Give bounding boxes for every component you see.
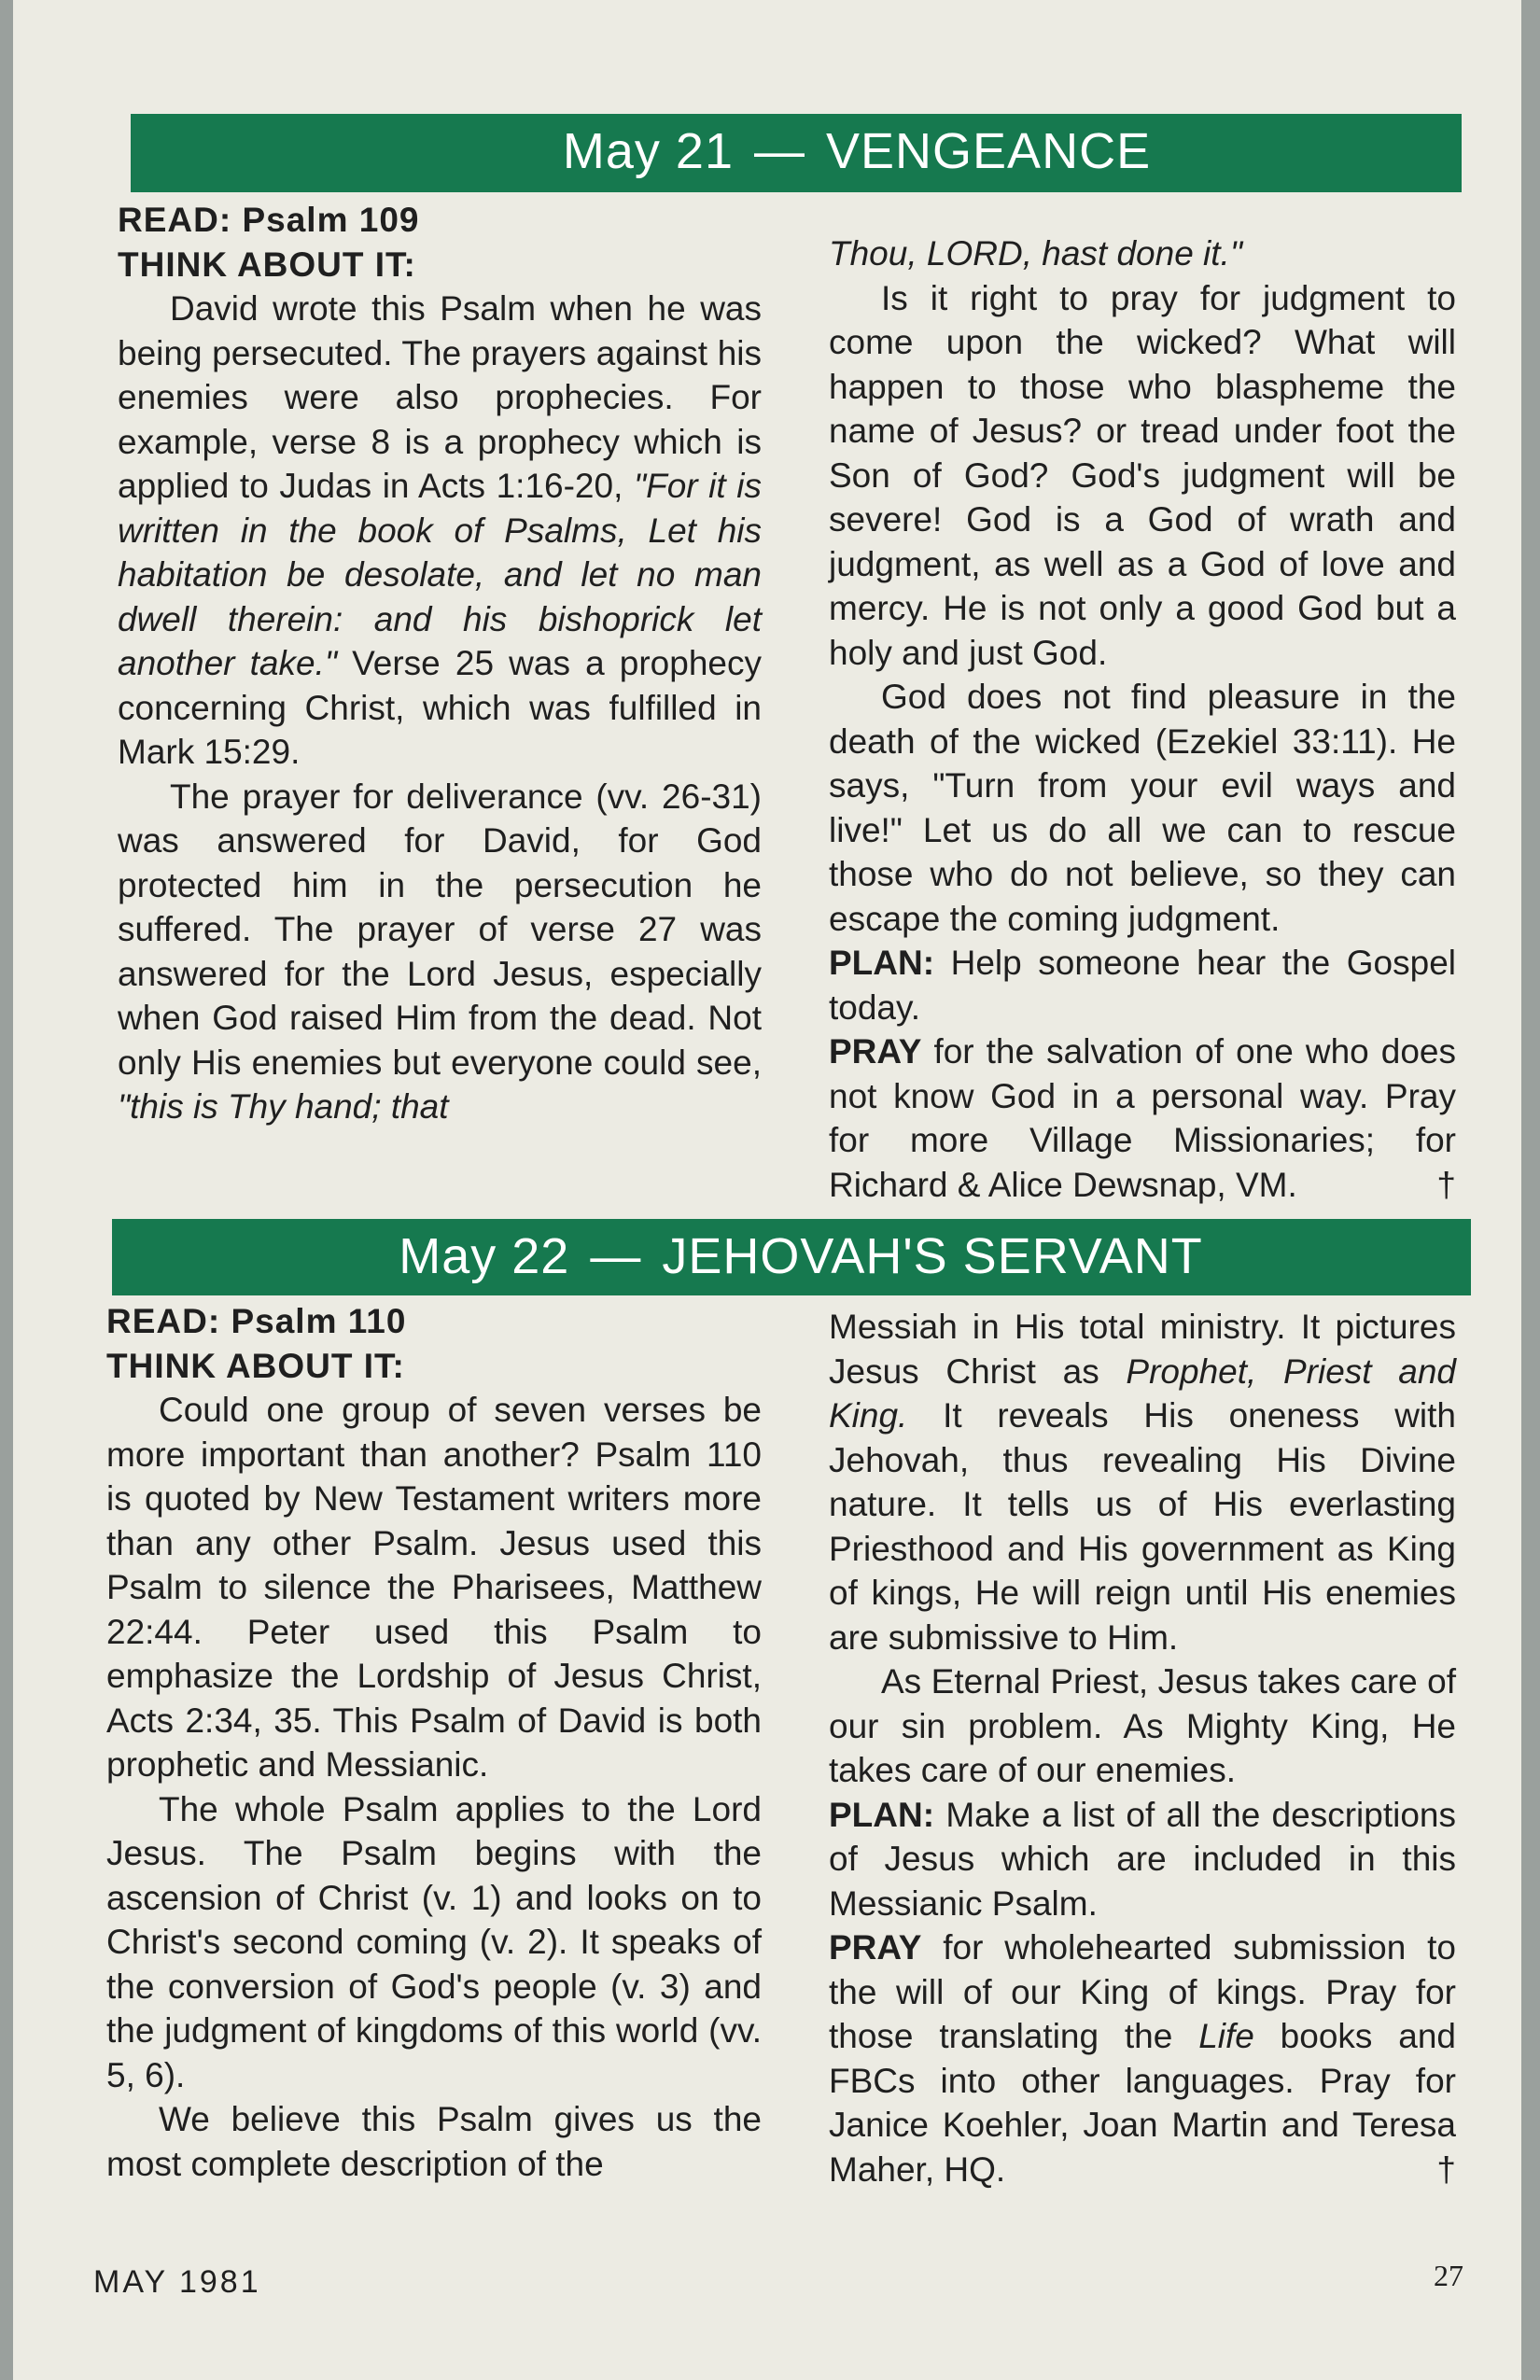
day2-pray-italic: Life [1198,2017,1254,2055]
day2-left-column [106,1299,762,2186]
day2-date: May 22 [399,1228,570,1284]
day2-banner [112,1219,1471,1295]
day1-p1-text-b: Verse 25 was a prophecy concerning Christ, which was fulfilled in Mark 15:29. [118,644,762,771]
day1-pray-text: for the salvation of one who does not know God in a personal way. Pray for more Village Missionaries; for Richard & Alice Dewsnap, VM. [829,1032,1456,1204]
footer-date: MAY 1981 [93,2264,261,2300]
day2-paragraph-3: We believe this Psalm gives us the most complete description of the [106,2100,762,2183]
day2-pray [829,1925,1456,2191]
day2-plan [829,1793,1456,1926]
day2-pray-text-b: books and FBCs into other languages. Pray for Janice Koehler, Joan Martin and Teresa Maher, HQ. [829,2017,1456,2189]
day1-read-line [118,198,762,243]
day2-pray-text: for wholehearted submission to the will of our King of kings. Pray for those translating the [829,1928,1456,2055]
day2-p3-text: Messiah in His total ministry. It pictures Jesus Christ as [829,1308,1456,1391]
day2-read-ref: Psalm 110 [231,1302,407,1340]
day2-title: JEHOVAH'S SERVANT [662,1228,1203,1284]
day1-quote-continued: Thou, LORD, hast done it." [829,234,1242,273]
day1-title: VENGEANCE [826,123,1152,179]
devotional-page [13,0,1521,2380]
day1-paragraph-1 [118,287,762,775]
day1-p2-quote: "this is Thy hand; that [118,1087,449,1126]
day1-think-label: THINK ABOUT IT: [118,245,416,284]
day2-paragraph-2: The whole Psalm applies to the Lord Jesus. The Psalm begins with the ascension of Christ (v. 1) and looks on to Christ's second coming (v. 2). It speaks of the conversion of God's people (v. 3) and the judgment of kingdoms of this world (vv. 5, 6). [106,1789,762,2094]
page-number: 27 [1434,2259,1463,2292]
day2-paragraph-3-continued [829,1305,1456,1659]
day2-pray-label: PRAY [829,1928,922,1967]
day1-pray [829,1029,1456,1207]
day2-read-line [106,1299,762,1344]
day1-read-ref: Psalm 109 [242,201,420,239]
day1-date: May 21 [562,123,734,179]
day1-p1-text: David wrote this Psalm when he was being persecuted. The prayers against his enemies were also prophecies. For example, verse 8 is a prophecy which is applied to Judas in Acts 1:16-20, [118,289,762,505]
day1-paragraph-3: Is it right to pray for judgment to come upon the wicked? What will happen to those who blaspheme the name of Jesus? or tread under foot the Son of God? God's judgment will be severe! God is a God of wrath and judgment, as well as a God of love and mercy. He is not only a good God but a holy and just God. [829,278,1456,672]
day1-dash: — [754,123,805,179]
day1-plan [829,941,1456,1029]
day1-read-label: READ: [118,201,232,239]
day2-end-mark: † [1436,2149,1456,2189]
day1-left-column [118,198,762,1129]
day1-p2-text: The prayer for deliverance (vv. 26-31) was answered for David, for God protected him in the persecution he suffered. The prayer of verse 27 was answered for the Lord Jesus, especially when God raised Him from the dead. Not only His enemies but everyone could see, [118,777,762,1082]
day1-end-mark: † [1436,1165,1456,1204]
day1-plan-text: Help someone hear the Gospel today. [829,944,1456,1027]
day2-p3-text-c: It reveals His oneness with Jehovah, thus revealing His Divine nature. It tells us of His everlasting Priesthood and His government as King of kings, He will reign until His enemies are submissive to Him. [829,1396,1456,1657]
day1-plan-label: PLAN: [829,944,935,982]
day1-right-column [829,231,1456,1207]
day2-plan-text: Make a list of all the descriptions of Jesus which are included in this Messianic Psalm. [829,1795,1456,1923]
day2-right-column [829,1305,1456,2191]
day2-dash: — [590,1228,642,1284]
day2-paragraph-1: Could one group of seven verses be more important than another? Psalm 110 is quoted by New Testament writers more than any other Psalm. Jesus used this Psalm to silence the Pharisees, Matthew 22:44. Peter used this Psalm to emphasize the Lordship of Jesus Christ, Acts 2:34, 35. This Psalm of David is both prophetic and Messianic. [106,1391,762,1784]
day1-paragraph-2 [118,775,762,1129]
day1-pray-label: PRAY [829,1032,922,1071]
day2-p3-italic: Prophet, Priest and King. [829,1351,1456,1435]
day2-paragraph-4: As Eternal Priest, Jesus takes care of our sin problem. As Mighty King, He takes care of our enemies. [829,1662,1456,1789]
day1-banner [131,114,1462,192]
day1-paragraph-4: God does not find pleasure in the death of the wicked (Ezekiel 33:11). He says, "Turn from your evil ways and live!" Let us do all we can to rescue those who do not believe, so they can escape the coming judgment. [829,678,1456,938]
day2-plan-label: PLAN: [829,1795,935,1834]
day2-read-label: READ: [106,1302,221,1340]
day2-think-label: THINK ABOUT IT: [106,1346,405,1385]
day1-p1-quote: "For it is written in the book of Psalms, Let his habitation be desolate, and let no man dwell therein: and his bishoprick let another take." [118,467,762,682]
